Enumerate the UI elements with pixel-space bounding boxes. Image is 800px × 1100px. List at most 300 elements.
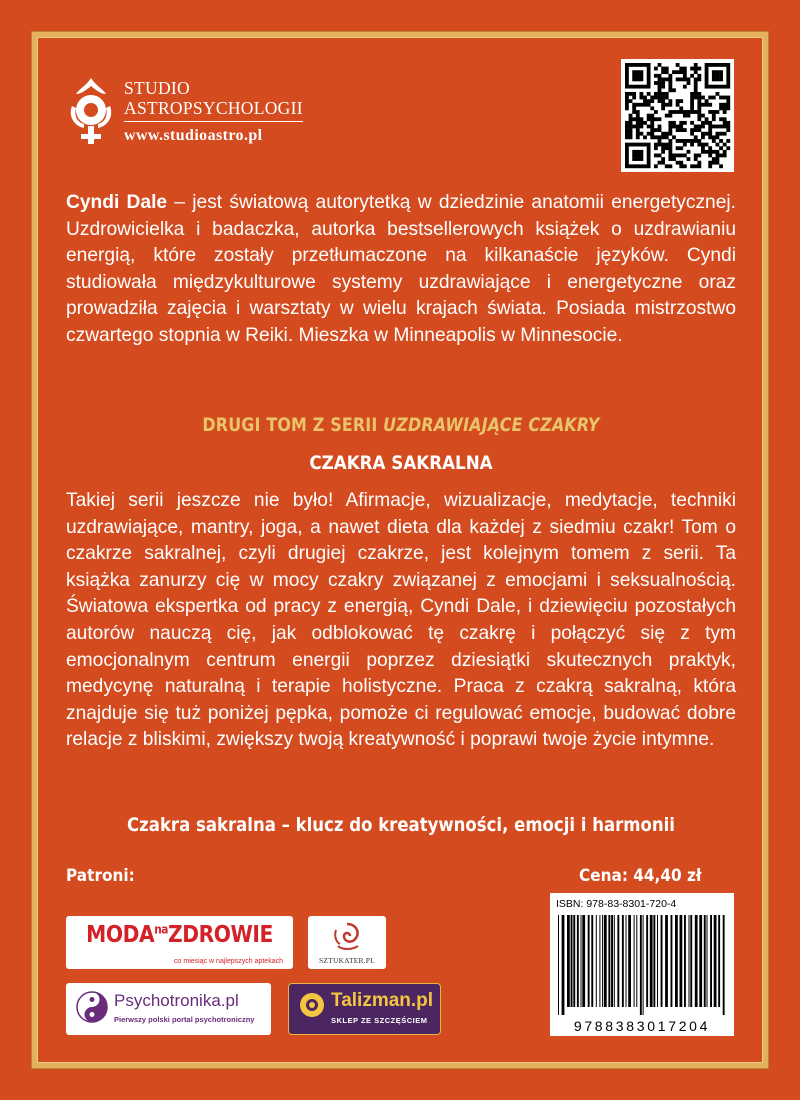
qr-module [654, 143, 658, 147]
barcode-bar [599, 915, 600, 1007]
qr-module [639, 92, 643, 96]
qr-module [647, 67, 651, 71]
barcode-bar [617, 915, 619, 1007]
qr-module [694, 139, 698, 143]
qr-module [647, 99, 651, 103]
qr-module [719, 63, 723, 67]
qr-module [672, 88, 676, 92]
qr-module [705, 77, 709, 81]
qr-module [723, 117, 727, 121]
qr-module [690, 128, 694, 132]
qr-module [679, 146, 683, 150]
qr-module [712, 117, 716, 121]
qr-module [683, 77, 687, 81]
qr-module [665, 146, 669, 150]
qr-module [708, 110, 712, 114]
qr-module [708, 150, 712, 154]
psychotronika-logo [66, 983, 271, 1035]
qr-module [625, 143, 629, 147]
talizman-emblem-icon [299, 992, 325, 1018]
barcode-bar [699, 915, 702, 1007]
qr-module [647, 117, 651, 121]
qr-module [708, 125, 712, 129]
qr-module [650, 99, 654, 103]
qr-module [687, 81, 691, 85]
qr-module [661, 103, 665, 107]
qr-module [697, 110, 701, 114]
qr-module [661, 96, 665, 100]
qr-module [726, 128, 730, 132]
qr-module [712, 135, 716, 139]
qr-module [719, 117, 723, 121]
qr-module [719, 77, 723, 81]
qr-module [647, 132, 651, 136]
qr-module [668, 132, 672, 136]
qr-module [643, 85, 647, 89]
qr-module [676, 103, 680, 107]
qr-module [676, 99, 680, 103]
patrons-label: Patroni: [66, 866, 135, 886]
qr-module [625, 121, 629, 125]
qr-module [658, 99, 662, 103]
qr-module [719, 154, 723, 158]
qr-module [629, 132, 633, 136]
qr-module [647, 161, 651, 165]
barcode-bars [556, 915, 728, 1015]
qr-module [716, 85, 720, 89]
qr-module [690, 121, 694, 125]
qr-module [687, 150, 691, 154]
qr-module [643, 135, 647, 139]
qr-module [647, 157, 651, 161]
qr-module [687, 77, 691, 81]
qr-module [625, 128, 629, 132]
qr-module [647, 63, 651, 67]
qr-module [650, 132, 654, 136]
qr-module [661, 92, 665, 96]
qr-module [694, 125, 698, 129]
qr-module [625, 157, 629, 161]
barcode-bar [591, 915, 593, 1007]
qr-module [687, 110, 691, 114]
qr-module [690, 99, 694, 103]
barcode-bar [558, 915, 559, 1015]
qr-module [629, 114, 633, 118]
barcode-bar [611, 915, 613, 1007]
qr-module [697, 103, 701, 107]
publisher-name-line1: STUDIO [124, 78, 190, 98]
qr-module [683, 110, 687, 114]
qr-module [705, 74, 709, 78]
qr-module [712, 74, 716, 78]
sztukater-logo [308, 916, 386, 969]
qr-module [636, 164, 640, 168]
qr-module [701, 114, 705, 118]
qr-module [676, 161, 680, 165]
qr-module [694, 85, 698, 89]
qr-module [654, 128, 658, 132]
barcode-bar [622, 915, 624, 1007]
qr-module [629, 135, 633, 139]
qr-module [679, 121, 683, 125]
qr-module [705, 117, 709, 121]
qr-module [683, 128, 687, 132]
qr-module [632, 106, 636, 110]
qr-module [708, 132, 712, 136]
qr-module [708, 135, 712, 139]
qr-module [683, 114, 687, 118]
publisher-name-line2: ASTROPSYCHOLOGII [124, 98, 303, 122]
qr-module [625, 99, 629, 103]
qr-module [683, 67, 687, 71]
qr-module [694, 96, 698, 100]
qr-module [632, 92, 636, 96]
qr-module [632, 77, 636, 81]
qr-module [665, 92, 669, 96]
qr-module [650, 96, 654, 100]
qr-module [625, 132, 629, 136]
qr-module [636, 77, 640, 81]
qr-module [636, 135, 640, 139]
qr-module [636, 74, 640, 78]
qr-module [639, 164, 643, 168]
qr-module [712, 150, 716, 154]
qr-module [687, 139, 691, 143]
qr-module [625, 150, 629, 154]
qr-module [658, 139, 662, 143]
qr-module [679, 125, 683, 129]
qr-module [683, 143, 687, 147]
qr-module [658, 81, 662, 85]
qr-module [716, 125, 720, 129]
qr-module [639, 77, 643, 81]
psychotronika-name: Psychotronika.pl [114, 991, 239, 1010]
qr-module [716, 154, 720, 158]
barcode-bar [653, 915, 655, 1007]
qr-module [708, 63, 712, 67]
qr-module [636, 150, 640, 154]
qr-module [708, 146, 712, 150]
qr-module [639, 70, 643, 74]
qr-module [636, 132, 640, 136]
barcode-bar [626, 915, 627, 1007]
qr-module [639, 117, 643, 121]
qr-module [726, 67, 730, 71]
author-bio-text: – jest światową autorytetką w dziedzinie anatomii energetycznej. Uzdrowicielka i badaczka, autorka bestsellerowych książek o uzdrawianiu energią, które zostały przetłumaczone na kilkanaście języków. Cyndi studiowała międzykulturowe systemy uzdrawiające i energetyczne oraz prowadziła zajęcia i warsztaty w wielu krajach świata. Posiada mistrzostwo czwartego stopnia w Reiki. Mieszka w Minneapolis w Minnesocie. [66, 192, 736, 346]
qr-module [697, 92, 701, 96]
qr-module [690, 164, 694, 168]
barcode-bar [640, 915, 642, 1015]
qr-module [647, 85, 651, 89]
qr-module [629, 63, 633, 67]
qr-module [716, 150, 720, 154]
qr-module [632, 125, 636, 129]
qr-module [668, 150, 672, 154]
qr-module [639, 74, 643, 78]
qr-module [625, 164, 629, 168]
barcode-bar [718, 915, 720, 1007]
qr-module [665, 96, 669, 100]
barcode-bar [602, 915, 603, 1007]
qr-module [694, 154, 698, 158]
qr-module [723, 110, 727, 114]
qr-module [716, 143, 720, 147]
qr-module [705, 99, 709, 103]
qr-module [719, 103, 723, 107]
qr-module [625, 103, 629, 107]
qr-module [629, 121, 633, 125]
series-name: UZDRAWIAJĄCE CZAKRY [383, 415, 600, 436]
qr-module [661, 67, 665, 71]
qr-module [654, 96, 658, 100]
qr-module [672, 125, 676, 129]
qr-module [665, 67, 669, 71]
qr-module [705, 132, 709, 136]
qr-module [683, 154, 687, 158]
qr-module [726, 106, 730, 110]
qr-module [668, 99, 672, 103]
isbn-barcode [550, 893, 734, 1036]
moda-text-na: na [154, 922, 168, 937]
qr-module [697, 161, 701, 165]
qr-module [661, 99, 665, 103]
barcode-bar [661, 915, 663, 1007]
qr-module [658, 63, 662, 67]
qr-module [629, 164, 633, 168]
qr-module [712, 110, 716, 114]
qr-module [723, 132, 727, 136]
qr-module [643, 99, 647, 103]
qr-module [650, 135, 654, 139]
barcode-bar [577, 915, 579, 1007]
qr-code [621, 59, 734, 172]
qr-module [625, 77, 629, 81]
qr-module [723, 96, 727, 100]
barcode-bar [646, 915, 648, 1007]
qr-module [712, 85, 716, 89]
qr-module [668, 114, 672, 118]
qr-module [625, 74, 629, 78]
qr-module [668, 143, 672, 147]
qr-module [658, 74, 662, 78]
qr-module [676, 70, 680, 74]
qr-module [719, 96, 723, 100]
qr-module [647, 125, 651, 129]
qr-module [712, 157, 716, 161]
qr-module [632, 103, 636, 107]
qr-module [668, 85, 672, 89]
qr-module [679, 128, 683, 132]
qr-module [690, 106, 694, 110]
qr-module [647, 70, 651, 74]
qr-module [632, 157, 636, 161]
qr-module [697, 77, 701, 81]
qr-module [697, 114, 701, 118]
qr-module [658, 96, 662, 100]
qr-module [679, 139, 683, 143]
barcode-bar [634, 915, 635, 1007]
qr-module [679, 154, 683, 158]
qr-module [647, 103, 651, 107]
qr-module [697, 74, 701, 78]
qr-module [726, 121, 730, 125]
qr-module [716, 110, 720, 114]
qr-module [625, 63, 629, 67]
qr-module [708, 164, 712, 168]
qr-module [668, 139, 672, 143]
barcode-bar [723, 915, 725, 1015]
qr-module [661, 70, 665, 74]
qr-module [672, 121, 676, 125]
qr-module [705, 143, 709, 147]
qr-module [690, 139, 694, 143]
qr-module [661, 77, 665, 81]
qr-module [708, 154, 712, 158]
qr-module [705, 121, 709, 125]
qr-module [716, 92, 720, 96]
qr-module [708, 128, 712, 132]
qr-module [658, 117, 662, 121]
qr-module [690, 67, 694, 71]
qr-module [636, 157, 640, 161]
qr-module [639, 132, 643, 136]
qr-module [694, 92, 698, 96]
qr-module [697, 67, 701, 71]
qr-module [690, 132, 694, 136]
qr-module [672, 110, 676, 114]
barcode-bar [582, 915, 585, 1007]
barcode-bar [714, 915, 717, 1007]
qr-module [690, 103, 694, 107]
qr-module [639, 150, 643, 154]
qr-module [643, 143, 647, 147]
qr-module [636, 143, 640, 147]
qr-module [697, 154, 701, 158]
series-prefix: DRUGI TOM Z SERII [202, 415, 384, 436]
qr-module [632, 63, 636, 67]
qr-module [647, 81, 651, 85]
qr-module [632, 70, 636, 74]
qr-module [679, 164, 683, 168]
qr-module [654, 146, 658, 150]
qr-module [629, 85, 633, 89]
barcode-bar [562, 915, 565, 1015]
qr-module [650, 114, 654, 118]
qr-module [716, 70, 720, 74]
qr-module [676, 77, 680, 81]
qr-module [723, 85, 727, 89]
isbn-text: ISBN: 978-83-8301-720-4 [556, 898, 677, 910]
qr-module [661, 106, 665, 110]
qr-module [625, 161, 629, 165]
moda-na-zdrowie-logo [66, 916, 293, 969]
qr-module [726, 85, 730, 89]
qr-module [705, 103, 709, 107]
qr-module [636, 63, 640, 67]
qr-module [658, 154, 662, 158]
qr-module [632, 117, 636, 121]
qr-module [726, 70, 730, 74]
qr-module [658, 125, 662, 129]
qr-module [639, 103, 643, 107]
barcode-bar [573, 915, 575, 1007]
qr-module [726, 74, 730, 78]
qr-module [683, 74, 687, 78]
qr-module [668, 110, 672, 114]
qr-module [719, 74, 723, 78]
barcode-bar [588, 915, 590, 1007]
qr-module [694, 70, 698, 74]
qr-module [679, 67, 683, 71]
qr-module [726, 99, 730, 103]
qr-module [705, 67, 709, 71]
qr-module [661, 143, 665, 147]
qr-module [712, 70, 716, 74]
qr-module [668, 125, 672, 129]
qr-module [694, 63, 698, 67]
qr-module [625, 106, 629, 110]
barcode-bar [690, 915, 692, 1007]
qr-module [712, 77, 716, 81]
qr-module [726, 63, 730, 67]
qr-module [705, 70, 709, 74]
barcode-bar [604, 915, 607, 1007]
qr-module [647, 164, 651, 168]
qr-module [636, 70, 640, 74]
qr-module [694, 164, 698, 168]
qr-module [723, 150, 727, 154]
qr-module [650, 106, 654, 110]
qr-module [647, 143, 651, 147]
qr-module [643, 121, 647, 125]
qr-module [697, 117, 701, 121]
qr-module [676, 125, 680, 129]
qr-module [716, 161, 720, 165]
qr-module [694, 77, 698, 81]
qr-module [643, 63, 647, 67]
qr-module [690, 96, 694, 100]
qr-module [716, 135, 720, 139]
qr-module [701, 150, 705, 154]
qr-module [658, 143, 662, 147]
qr-module [632, 154, 636, 158]
qr-module [712, 63, 716, 67]
qr-module [658, 135, 662, 139]
barcode-bar [680, 915, 683, 1007]
qr-module [705, 85, 709, 89]
qr-module [712, 96, 716, 100]
qr-module [668, 128, 672, 132]
qr-module [719, 132, 723, 136]
qr-module [665, 132, 669, 136]
qr-module [650, 125, 654, 129]
qr-module [712, 139, 716, 143]
qr-module [723, 63, 727, 67]
qr-module [647, 146, 651, 150]
qr-module [625, 135, 629, 139]
qr-module [712, 161, 716, 165]
qr-module [679, 106, 683, 110]
barcode-bar [675, 915, 678, 1007]
qr-module [687, 157, 691, 161]
barcode-bar [707, 915, 708, 1007]
qr-module [697, 125, 701, 129]
qr-module [632, 74, 636, 78]
qr-module [694, 135, 698, 139]
qr-module [636, 121, 640, 125]
qr-module [676, 128, 680, 132]
qr-module [726, 81, 730, 85]
